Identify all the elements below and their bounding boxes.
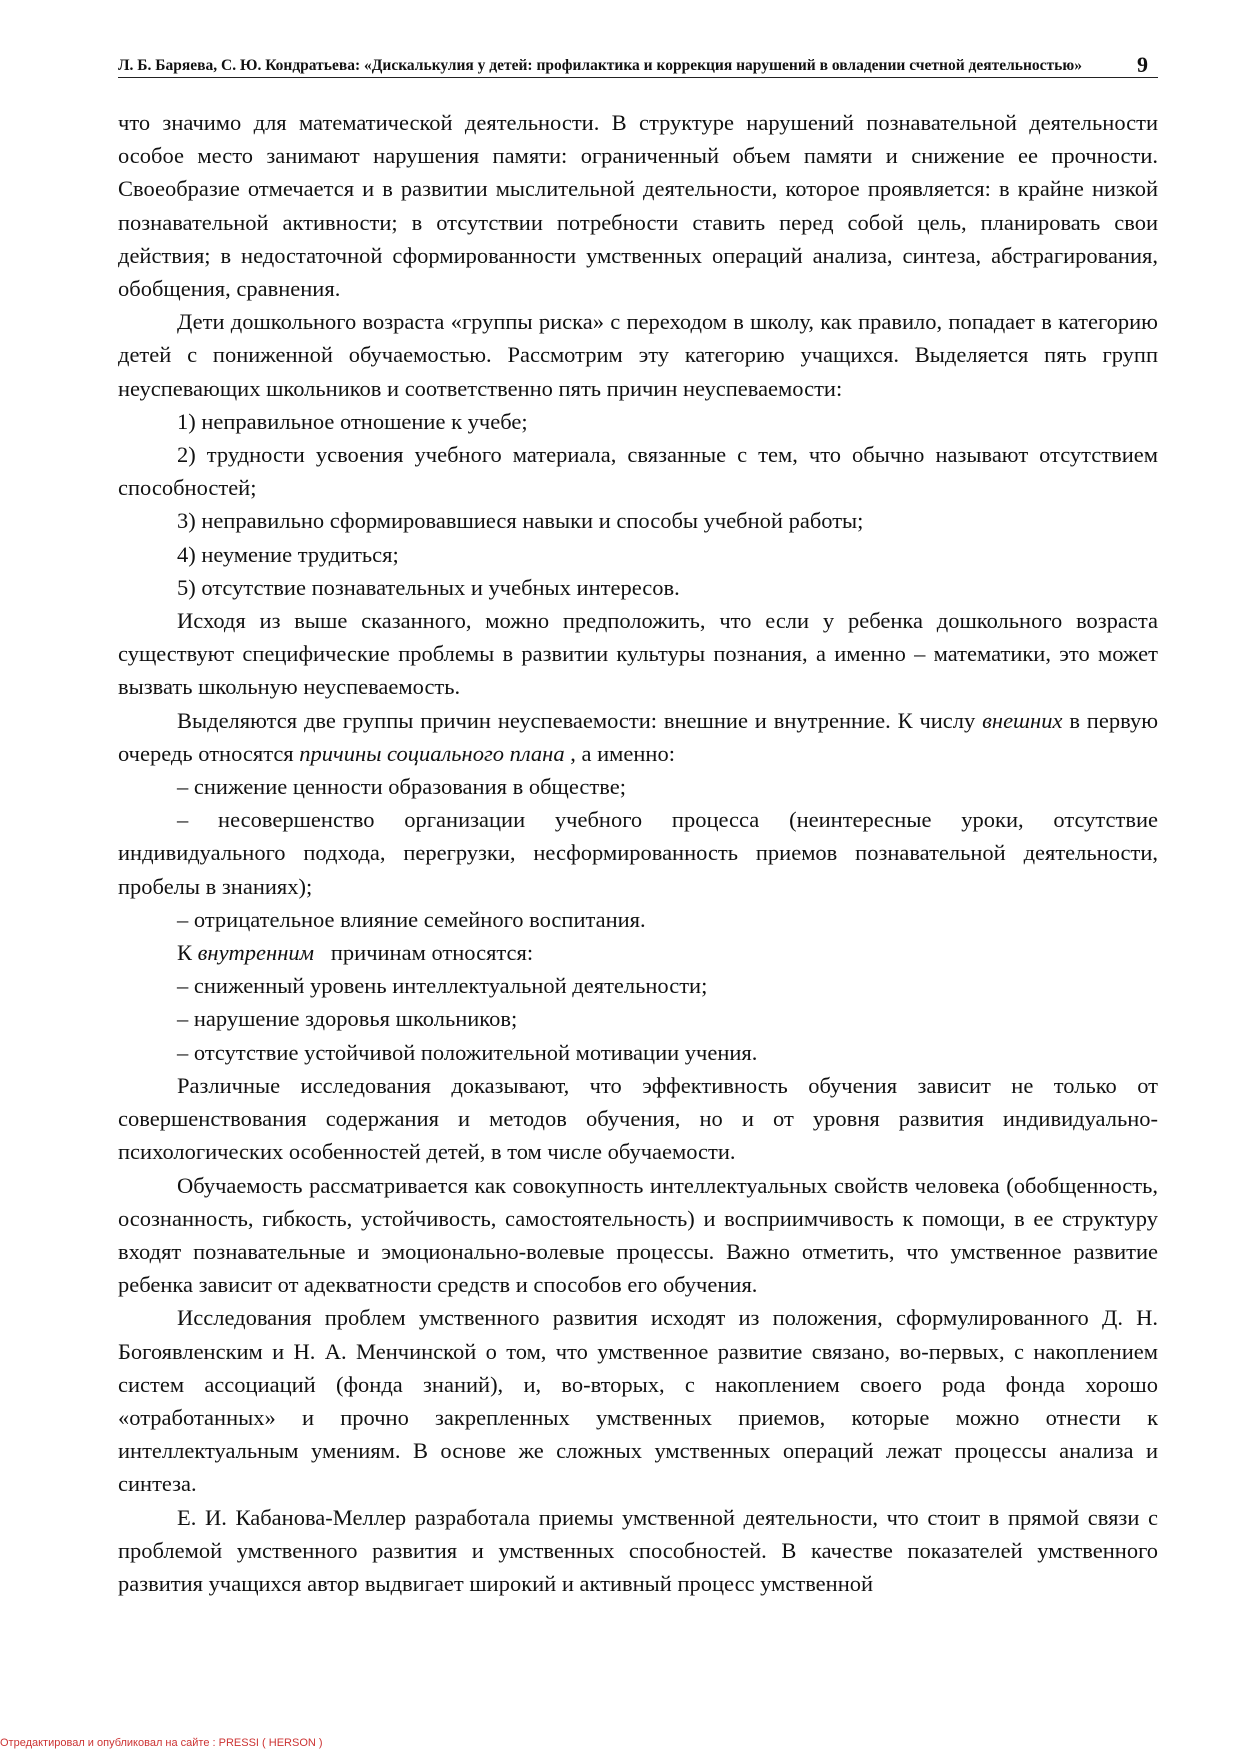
paragraph-text: К xyxy=(177,940,198,966)
emphasis: внутренним xyxy=(197,940,314,966)
list-item: – снижение ценности образования в обществе; xyxy=(177,774,626,800)
list-item: 5) отсутствие познавательных и учебных интересов. xyxy=(177,574,680,600)
paragraph: Различные исследования доказывают, что эффективность обучения зависит не только от совершенствования содержания и методов обучения, но и от уровня развития индивидуально-психологических особенностей детей, в том числе обучаемости. xyxy=(118,1072,1158,1165)
paragraph: Исходя из выше сказанного, можно предположить, что если у ребенка дошкольного возраста существуют специфические проблемы в развитии культуры познания, а именно – математики, это может вызвать школьную неуспеваемость. xyxy=(118,608,1158,700)
list-item: 4) неумение трудиться; xyxy=(177,541,399,567)
paragraph: Дети дошкольного возраста «группы риска» с переходом в школу, как правило, попадает в категорию детей с пониженной обучаемостью. Рассмотрим эту категорию учащихся. Выделяется пять групп неуспевающих школьников и соответственно пять причин неуспеваемости: xyxy=(118,309,1158,401)
paragraph-text: в первую очередь относятся xyxy=(118,707,1158,766)
list-item: – несовершенство организации учебного процесса (неинтересные уроки, отсутствие индивидуального подхода, перегрузки, несформированность приемов познавательной деятельности, пробелы в знаниях); xyxy=(118,807,1158,899)
paragraph: Е. И. Кабанова-Меллер разработала приемы умственной деятельности, что стоит в прямой связи с проблемой умственного развития и умственных способностей. В качестве показателей умственного развития учащихся автор выдвигает широкий и активный процесс умственной xyxy=(118,1504,1158,1596)
list-item: 2) трудности усвоения учебного материала, связанные с тем, что обычно называют отсутствием способностей; xyxy=(118,442,1158,501)
document-body xyxy=(118,106,1158,1600)
paragraph xyxy=(118,704,1158,770)
list-item: – отрицательное влияние семейного воспитания. xyxy=(177,906,646,932)
footer-credit: Отредактировал и опубликовал на сайте : PRESSI ( HERSON ) xyxy=(0,1737,323,1749)
paragraph xyxy=(118,936,1158,969)
running-header: Л. Б. Баряева, С. Ю. Кондратьева: «Дискалькулия у детей: профилактика и коррекция нарушений в овладении счетной деятельностью» xyxy=(118,56,1158,78)
list-item: – отсутствие устойчивой положительной мотивации учения. xyxy=(177,1039,758,1065)
list-item: – нарушение здоровья школьников; xyxy=(177,1006,518,1032)
list-item: – сниженный уровень интеллектуальной деятельности; xyxy=(177,973,708,999)
list-item: 1) неправильное отношение к учебе; xyxy=(177,408,528,434)
list-item: 3) неправильно сформировавшиеся навыки и способы учебной работы; xyxy=(177,508,864,534)
paragraph: Исследования проблем умственного развития исходят из положения, сформулированного Д. Н. Богоявленским и Н. А. Менчинской о том, что умственное развитие связано, во-первых, с накоплением систем ассоциаций (фонда знаний), и, во-вторых, с накоплением своего рода фонда хорошо «отработанных» и прочно закрепленных умственных приемов, которые можно отнести к интеллектуальным умениям. В основе же сложных умственных операций лежат процессы анализа и синтеза. xyxy=(118,1305,1158,1497)
paragraph: Обучаемость рассматривается как совокупность интеллектуальных свойств человека (обобщенность, осознанность, гибкость, устойчивость, самостоятельность) и восприимчивость к помощи, в ее структуру входят познавательные и эмоционально-волевые процессы. Важно отметить, что умственное развитие ребенка зависит от адекватности средств и способов его обучения. xyxy=(118,1172,1158,1298)
paragraph: что значимо для математической деятельности. В структуре нарушений познавательной деятельности особое место занимают нарушения памяти: ограниченный объем памяти и снижение ее прочности. Своеобразие отмечается и в развитии мыслительной деятельности, которое проявляется: в крайне низкой познавательной активности; в отсутствии потребности ставить перед собой цель, планировать свои действия; в недостаточной сформированности умственных операций анализа, синтеза, абстрагирования, обобщения, сравнения. xyxy=(118,110,1158,302)
emphasis: внешних xyxy=(982,707,1063,733)
paragraph-text: , а именно: xyxy=(564,740,675,766)
page-number: 9 xyxy=(1137,52,1148,77)
emphasis: причины социального плана xyxy=(299,740,565,766)
paragraph-text: причинам относятся: xyxy=(313,940,534,966)
paragraph-text: Выделяются две группы причин неуспеваемости: внешние и внутренние. К числу xyxy=(177,707,983,733)
